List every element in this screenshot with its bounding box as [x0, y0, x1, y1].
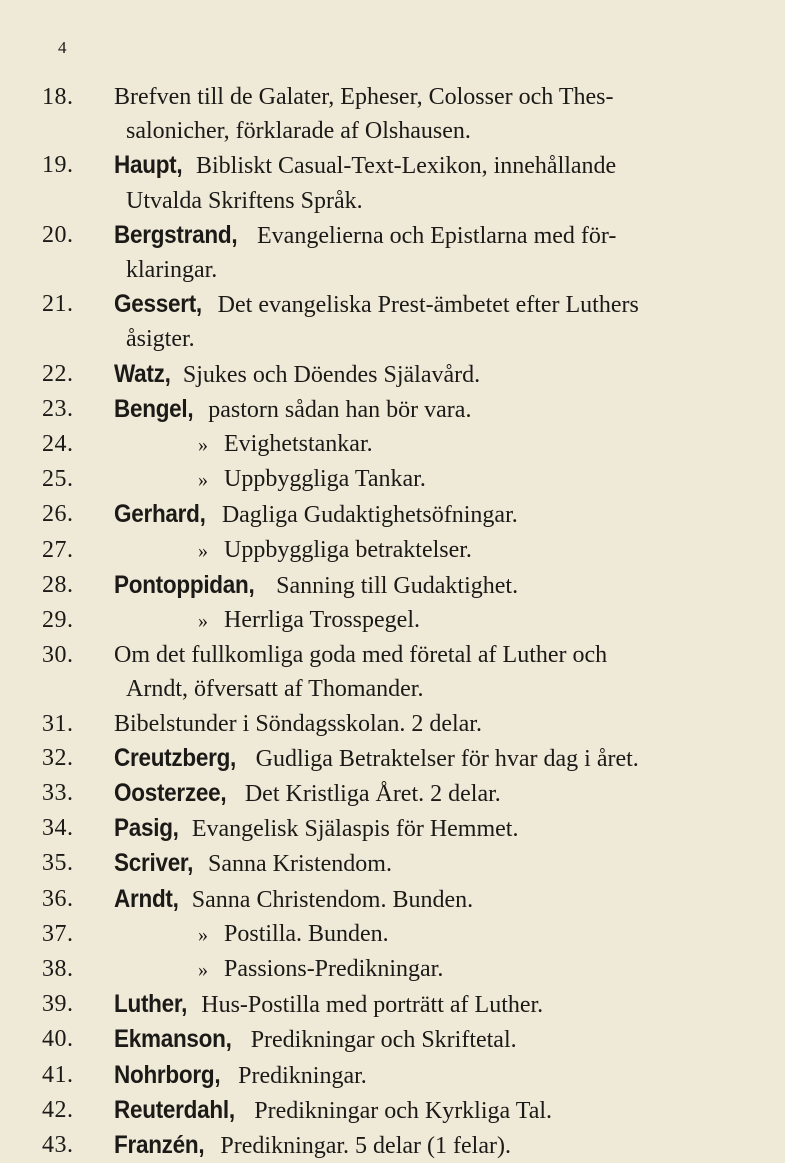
ditto-mark: » — [198, 469, 208, 492]
entry-number: 29. — [42, 607, 74, 634]
entry-body — [114, 882, 762, 917]
entry-title: Det evangeliska Prest-ämbetet efter Luthers — [217, 292, 639, 319]
entry-number: 18. — [42, 84, 74, 110]
entry-number: 35. — [42, 850, 74, 877]
entry-number: 34. — [42, 815, 74, 842]
list-item — [42, 987, 762, 1022]
page-number: 4 — [58, 38, 67, 57]
entry-body — [114, 497, 762, 532]
entry-number: 36. — [42, 885, 74, 912]
entry-author: Scriver, — [114, 849, 194, 878]
entry-body — [114, 741, 762, 776]
entry-number: 28. — [42, 571, 74, 598]
ditto-mark: » — [198, 959, 208, 982]
entry-title: Uppbyggliga betraktelser. — [224, 536, 472, 563]
entry-author: Pontoppidan, — [114, 570, 255, 599]
entry-title: pastorn sådan han bör vara. — [208, 396, 472, 423]
entry-number: 42. — [42, 1096, 74, 1123]
entry-body — [114, 148, 762, 217]
list-item — [42, 218, 762, 287]
entry-number: 38. — [42, 956, 74, 983]
entry-title: Sanna Kristendom. — [207, 851, 392, 878]
list-item — [42, 1022, 762, 1057]
entry-body — [114, 287, 762, 356]
entry-author: Arndt, — [114, 884, 179, 913]
list-item — [42, 80, 762, 148]
entry-author: Reuterdahl, — [114, 1095, 235, 1124]
list-item — [42, 638, 762, 706]
entry-title-continuation: salonicher, förklarade af Olshausen. — [126, 118, 471, 145]
list-item — [42, 568, 762, 603]
entry-author: Luther, — [114, 990, 188, 1019]
list-item — [42, 811, 762, 846]
list-item — [42, 497, 762, 532]
entry-title: Predikningar. — [238, 1062, 367, 1089]
entry-body — [114, 427, 762, 462]
entry-body — [114, 533, 762, 568]
entry-title: Evighetstankar. — [224, 431, 373, 458]
entry-title-continuation: Utvalda Skriftens Språk. — [126, 187, 363, 214]
entry-title: Uppbyggliga Tankar. — [224, 466, 426, 493]
entry-body — [114, 846, 762, 881]
entry-author: Nohrborg, — [114, 1060, 221, 1089]
list-item — [42, 1058, 762, 1093]
entry-title: Dagliga Gudaktighetsöfningar. — [221, 502, 518, 529]
entry-body — [114, 80, 762, 148]
list-item — [42, 357, 762, 392]
entry-author: Pasig, — [114, 814, 179, 843]
ditto-mark: » — [198, 610, 208, 633]
entry-body — [114, 987, 762, 1022]
entry-number: 26. — [42, 501, 74, 528]
entry-body — [114, 392, 762, 427]
entry-title: Sanna Christendom. Bunden. — [191, 886, 474, 913]
entry-number: 31. — [42, 710, 74, 737]
entry-title: Sanning till Gudaktighet. — [276, 572, 519, 599]
list-item — [42, 1093, 762, 1128]
entry-title: Predikningar. 5 delar (1 felar). — [220, 1133, 511, 1160]
entry-number: 20. — [42, 221, 74, 248]
list-item — [42, 603, 762, 638]
list-item — [42, 917, 762, 952]
entry-author: Bergstrand, — [114, 220, 238, 249]
entry-title-continuation: Arndt, öfversatt af Thomander. — [126, 676, 424, 703]
entry-body — [114, 952, 762, 987]
entry-author: Gessert, — [114, 290, 202, 319]
ditto-mark: » — [198, 434, 208, 457]
entry-title: Passions-Predikningar. — [224, 956, 444, 983]
list-item — [42, 846, 762, 881]
ditto-mark: » — [198, 923, 208, 946]
entry-number: 23. — [42, 395, 74, 422]
entry-body — [114, 603, 762, 638]
entry-title-continuation: klaringar. — [126, 257, 218, 284]
entry-number: 21. — [42, 291, 74, 318]
entry-title: Evangelisk Själaspis för Hemmet. — [191, 816, 519, 843]
entry-body — [114, 917, 762, 952]
entry-title: Brefven till de Galater, Epheser, Colosser och Thes- — [114, 84, 614, 110]
entry-body — [114, 462, 762, 497]
entry-title: Sjukes och Döendes Själavård. — [182, 361, 481, 388]
book-list — [42, 80, 762, 1163]
entry-number: 32. — [42, 744, 74, 771]
list-item — [42, 741, 762, 776]
entry-number: 19. — [42, 152, 74, 179]
entry-number: 30. — [42, 642, 74, 669]
entry-number: 27. — [42, 536, 74, 563]
list-item — [42, 1128, 762, 1163]
entry-title: Herrliga Trosspegel. — [224, 607, 420, 634]
entry-title: Hus-Postilla med porträtt af Luther. — [201, 992, 544, 1019]
entry-number: 25. — [42, 466, 74, 493]
entry-body — [114, 218, 762, 287]
entry-body — [114, 1058, 762, 1093]
entry-author: Gerhard, — [114, 500, 206, 529]
entry-title: Postilla. Bunden. — [224, 920, 389, 947]
list-item — [42, 427, 762, 462]
entry-author: Bengel, — [114, 394, 194, 423]
list-item — [42, 882, 762, 917]
list-item — [42, 707, 762, 741]
entry-number: 33. — [42, 780, 74, 807]
list-item — [42, 533, 762, 568]
list-item — [42, 462, 762, 497]
entry-number: 24. — [42, 431, 74, 458]
entry-number: 40. — [42, 1026, 74, 1053]
entry-title-continuation: åsigter. — [126, 326, 195, 353]
list-item — [42, 952, 762, 987]
entry-title: Gudliga Betraktelser för hvar dag i året. — [255, 745, 639, 772]
entry-body — [114, 1022, 762, 1057]
entry-author: Ekmanson, — [114, 1025, 232, 1054]
entry-number: 43. — [42, 1132, 74, 1159]
entry-number: 22. — [42, 360, 74, 387]
list-item — [42, 148, 762, 217]
list-item — [42, 776, 762, 811]
entry-body — [114, 568, 762, 603]
entry-number: 37. — [42, 920, 74, 947]
list-item — [42, 392, 762, 427]
entry-title: Bibliskt Casual-Text-Lexikon, innehållande — [195, 153, 617, 180]
entry-title: Predikningar och Skriftetal. — [250, 1027, 517, 1054]
entry-number: 39. — [42, 991, 74, 1018]
entry-author: Haupt, — [114, 151, 183, 180]
entry-body — [114, 811, 762, 846]
entry-author: Oosterzee, — [114, 779, 227, 808]
ditto-mark: » — [198, 539, 208, 562]
entry-title: Om det fullkomliga goda med företal af Luther och — [114, 642, 608, 669]
entry-body — [114, 357, 762, 392]
list-item — [42, 287, 762, 356]
entry-author: Franzén, — [114, 1131, 205, 1160]
entry-body — [114, 776, 762, 811]
entry-body — [114, 1128, 762, 1163]
entry-body — [114, 707, 762, 741]
entry-title: Evangelierna och Epistlarna med för- — [257, 222, 617, 249]
entry-title: Det Kristliga Året. 2 delar. — [244, 781, 501, 808]
entry-title: Bibelstunder i Söndagsskolan. 2 delar. — [114, 710, 482, 737]
entry-author: Creutzberg, — [114, 743, 237, 772]
entry-body — [114, 638, 762, 706]
entry-body — [114, 1093, 762, 1128]
entry-number: 41. — [42, 1061, 74, 1088]
entry-author: Watz, — [114, 359, 171, 388]
entry-title: Predikningar och Kyrkliga Tal. — [254, 1097, 553, 1124]
